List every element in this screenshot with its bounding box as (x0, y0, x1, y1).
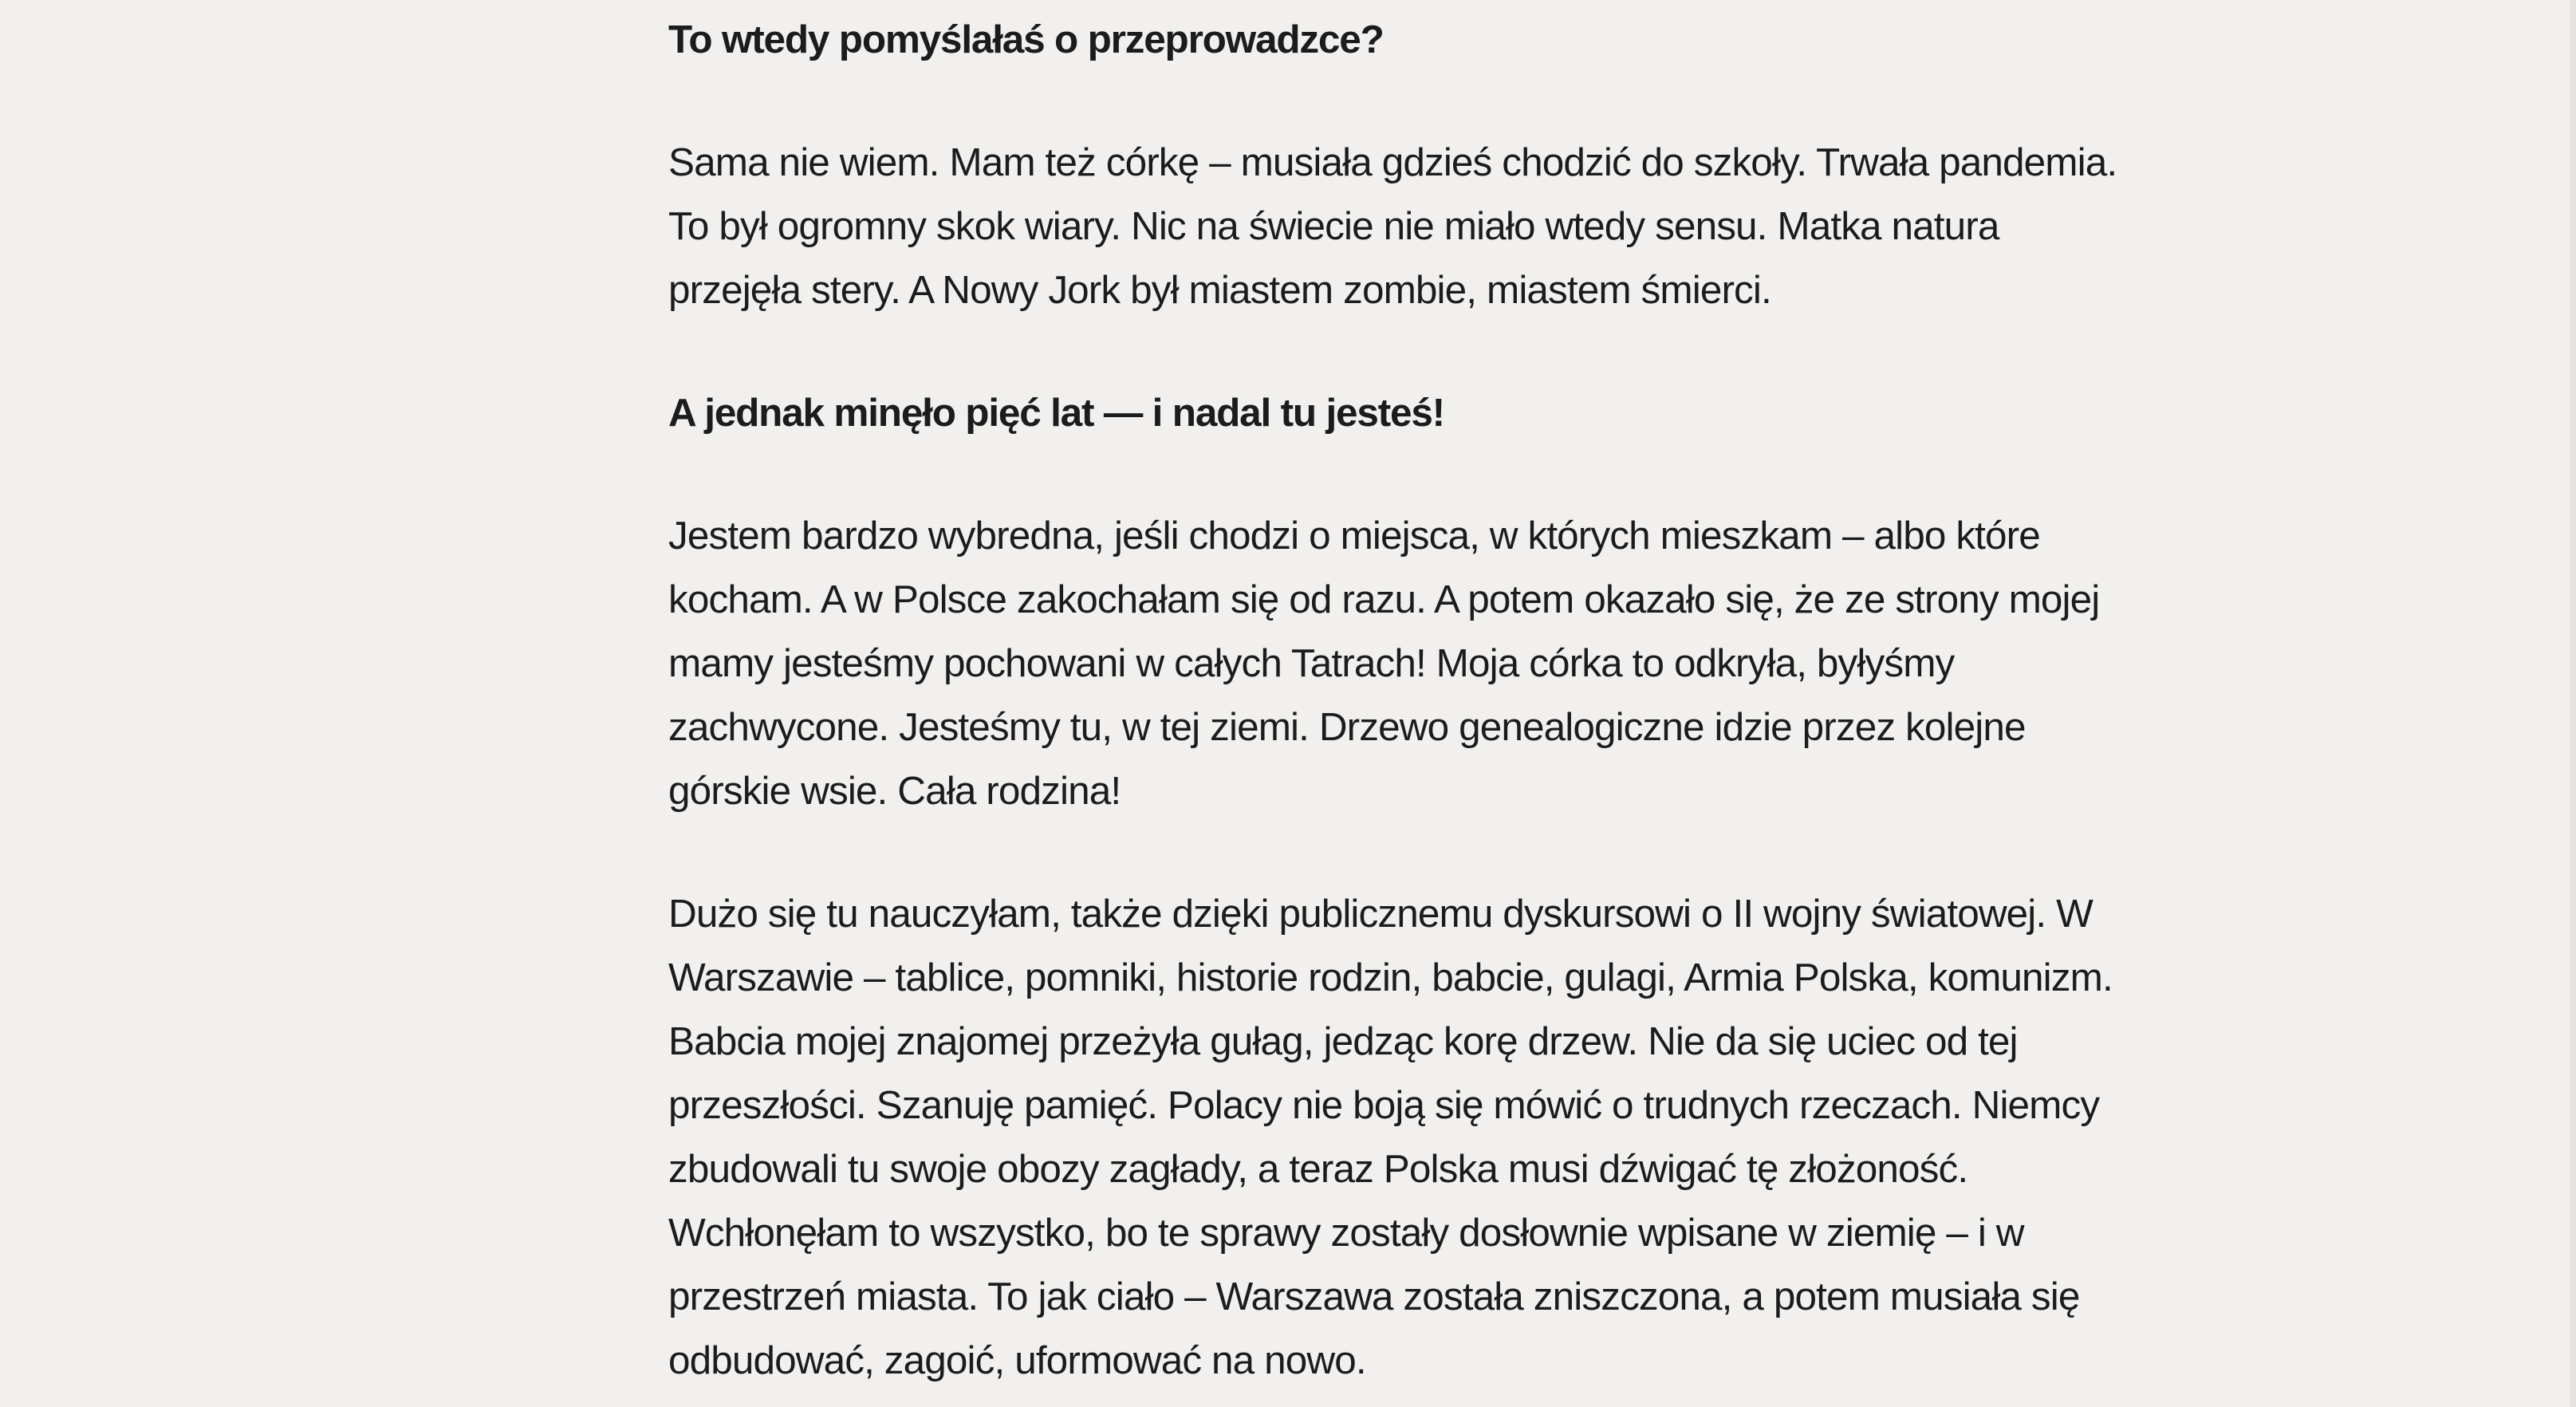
article-body (668, 8, 2128, 1407)
interview-answer: Dużo się tu nauczyłam, także dzięki publicznemu dyskursowi o II wojny światowej. W Warszawie – tablice, pomniki, historie rodzin, babcie, gulagi, Armia Polska, komunizm. Babcia mojej znajomej przeżyła gułag, jedząc korę drzew. Nie da się uciec od tej przeszłości. Szanuję pamięć. Polacy nie boją się mówić o trudnych rzeczach. Niemcy zbudowali tu swoje obozy zagłady, a teraz Polska musi dźwigać tę złożoność. Wchłonęłam to wszystko, bo te sprawy zostały dosłownie wpisane w ziemię – i w przestrzeń miasta. To jak ciało – Warszawa została zniszczona, a potem musiała się odbudować, zagoić, uformować na nowo. (668, 892, 2113, 1382)
interview-question: To wtedy pomyślałaś o przeprowadzce? (668, 18, 1384, 61)
interview-answer: Jestem bardzo wybredna, jeśli chodzi o miejsca, w których mieszkam – albo które kocham. A w Polsce zakochałam się od razu. A potem okazało się, że ze strony mojej mamy jesteśmy pochowani w całych Tatrach! Moja córka to odkryła, byłyśmy zachwycone. Jesteśmy tu, w tej ziemi. Drzewo genealogiczne idzie przez kolejne górskie wsie. Cała rodzina! (668, 514, 2100, 813)
vertical-scrollbar[interactable] (2570, 0, 2576, 1407)
interview-question: A jednak minęło pięć lat — i nadal tu jesteś! (668, 391, 1444, 435)
interview-answer: Sama nie wiem. Mam też córkę – musiała gdzieś chodzić do szkoły. Trwała pandemia. To był ogromny skok wiary. Nic na świecie nie miało wtedy sensu. Matka natura przejęła stery. A Nowy Jork był miastem zombie, miastem śmierci. (668, 140, 2117, 312)
